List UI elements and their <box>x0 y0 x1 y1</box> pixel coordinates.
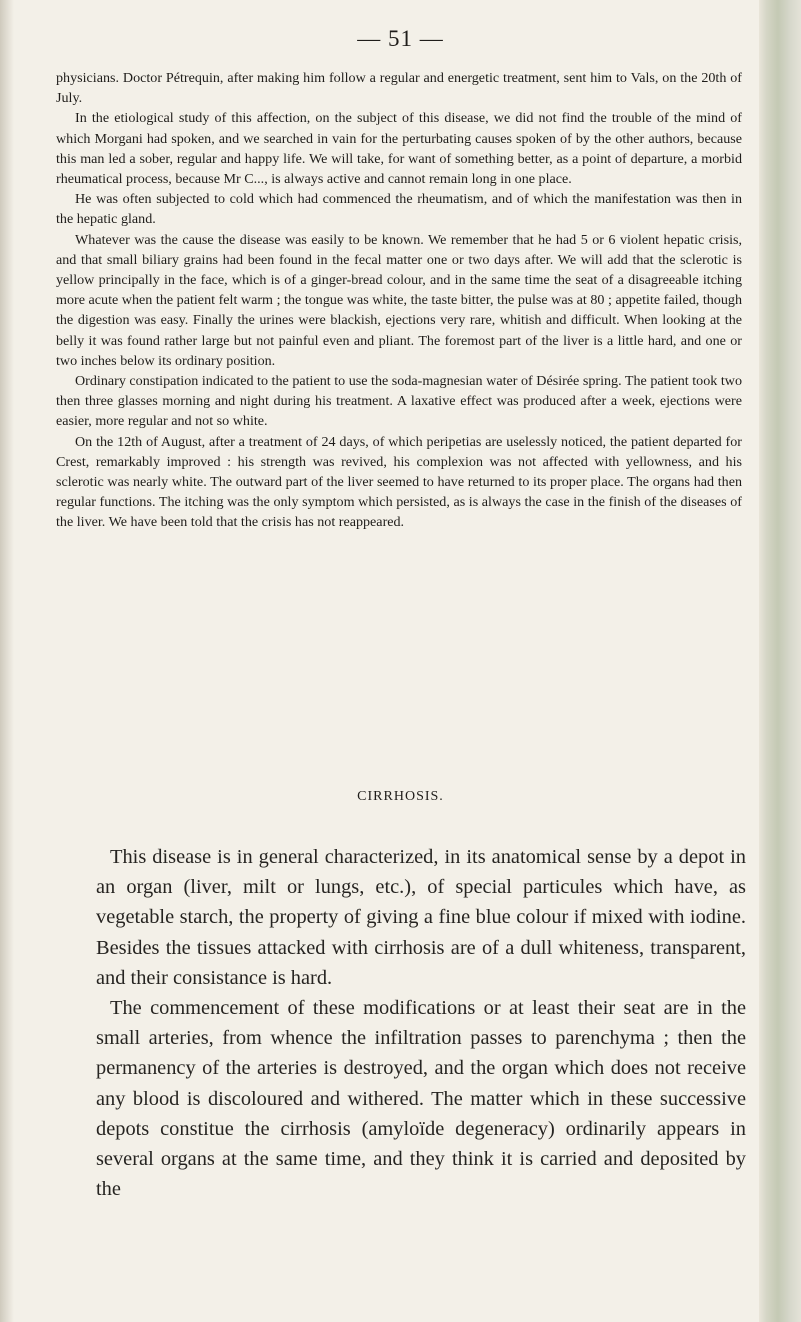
paragraph: physicians. Doctor Pétrequin, after making him follow a regular and energetic treatment, sent him to Vals, on the 20th of July. <box>56 70 742 107</box>
paragraph: In the etiological study of this affection, on the subject of this disease, we did not find the trouble of the mind of which Morgani had spoken, and we searched in vain for the perturbating causes spoken of by the other authors, because this man led a sober, regular and happy life. We will take, for want of something better, as a point of departure, a morbid rheumatical process, because Mr C..., is always active and cannot remain long in one place. <box>56 110 742 188</box>
book-binding-edge <box>759 0 801 1322</box>
case-report-text <box>56 68 742 533</box>
page-shadow-left <box>0 0 14 1322</box>
page-number: — 51 — <box>357 26 444 51</box>
paragraph: On the 12th of August, after a treatment of 24 days, of which peripetias are uselessly noticed, the patient departed for Crest, remarkably improved : his strength was revived, his complexion was not affected with yellowness, and his sclerotic was nearly white. The outward part of the liver seemed to have returned to its proper place. The organs had then regular functions. The itching was the only symptom which persisted, as is always the case in the finish of the diseases of the liver. We have been told that the crisis has not reappeared. <box>56 433 742 531</box>
paragraph: This disease is in general characterized, in its anatomical sense by a depot in an organ (liver, milt or lungs, etc.), of special particules which have, as vegetable starch, the property of giving a fine blue colour if mixed with iodine. Besides the tissues attacked with cirrhosis are of a dull whiteness, transparent, and their consistance is hard. <box>96 846 746 989</box>
section-heading: CIRRHOSIS. <box>357 789 444 804</box>
paragraph: Whatever was the cause the disease was easily to be known. We remember that he had 5 or 6 violent hepatic crisis, and that small biliary grains had been found in the fecal matter one or two days after. We will add that the sclerotic is yellow principally in the face, which is of a ginger-bread colour, and in the same time the seat of a disagreeable itching more acute when the patient felt warm ; the tongue was white, the taste bitter, the pulse was at 80 ; appetite failed, though the digestion was easy. Finally the urines were blackish, ejections very rare, whitish and difficult. When looking at the belly it was found rather large but not painful even and pliant. The foremost part of the liver is a little hard, and one or two inches below its ordinary position. <box>56 231 742 369</box>
cirrhosis-section-text <box>96 842 746 1204</box>
paragraph: The commencement of these modifications or at least their seat are in the small arteries, from whence the infiltration passes to parenchyma ; then the permanency of the arteries is destroyed, and the organ which does not receive any blood is discoloured and withered. The matter which in these successive depots constitue the cirrhosis (amyloïde degeneracy) ordinarily appears in several organs at the same time, and they think it is carried and deposited by the <box>96 997 746 1201</box>
paragraph: He was often subjected to cold which had commenced the rheumatism, and of which the manifestation was then in the hepatic gland. <box>56 191 742 228</box>
paragraph: Ordinary constipation indicated to the patient to use the soda-magnesian water of Désirée spring. The patient took two then three glasses morning and night during his treatment. A laxative effect was produced after a week, ejections were easier, more regular and not so white. <box>56 373 742 430</box>
